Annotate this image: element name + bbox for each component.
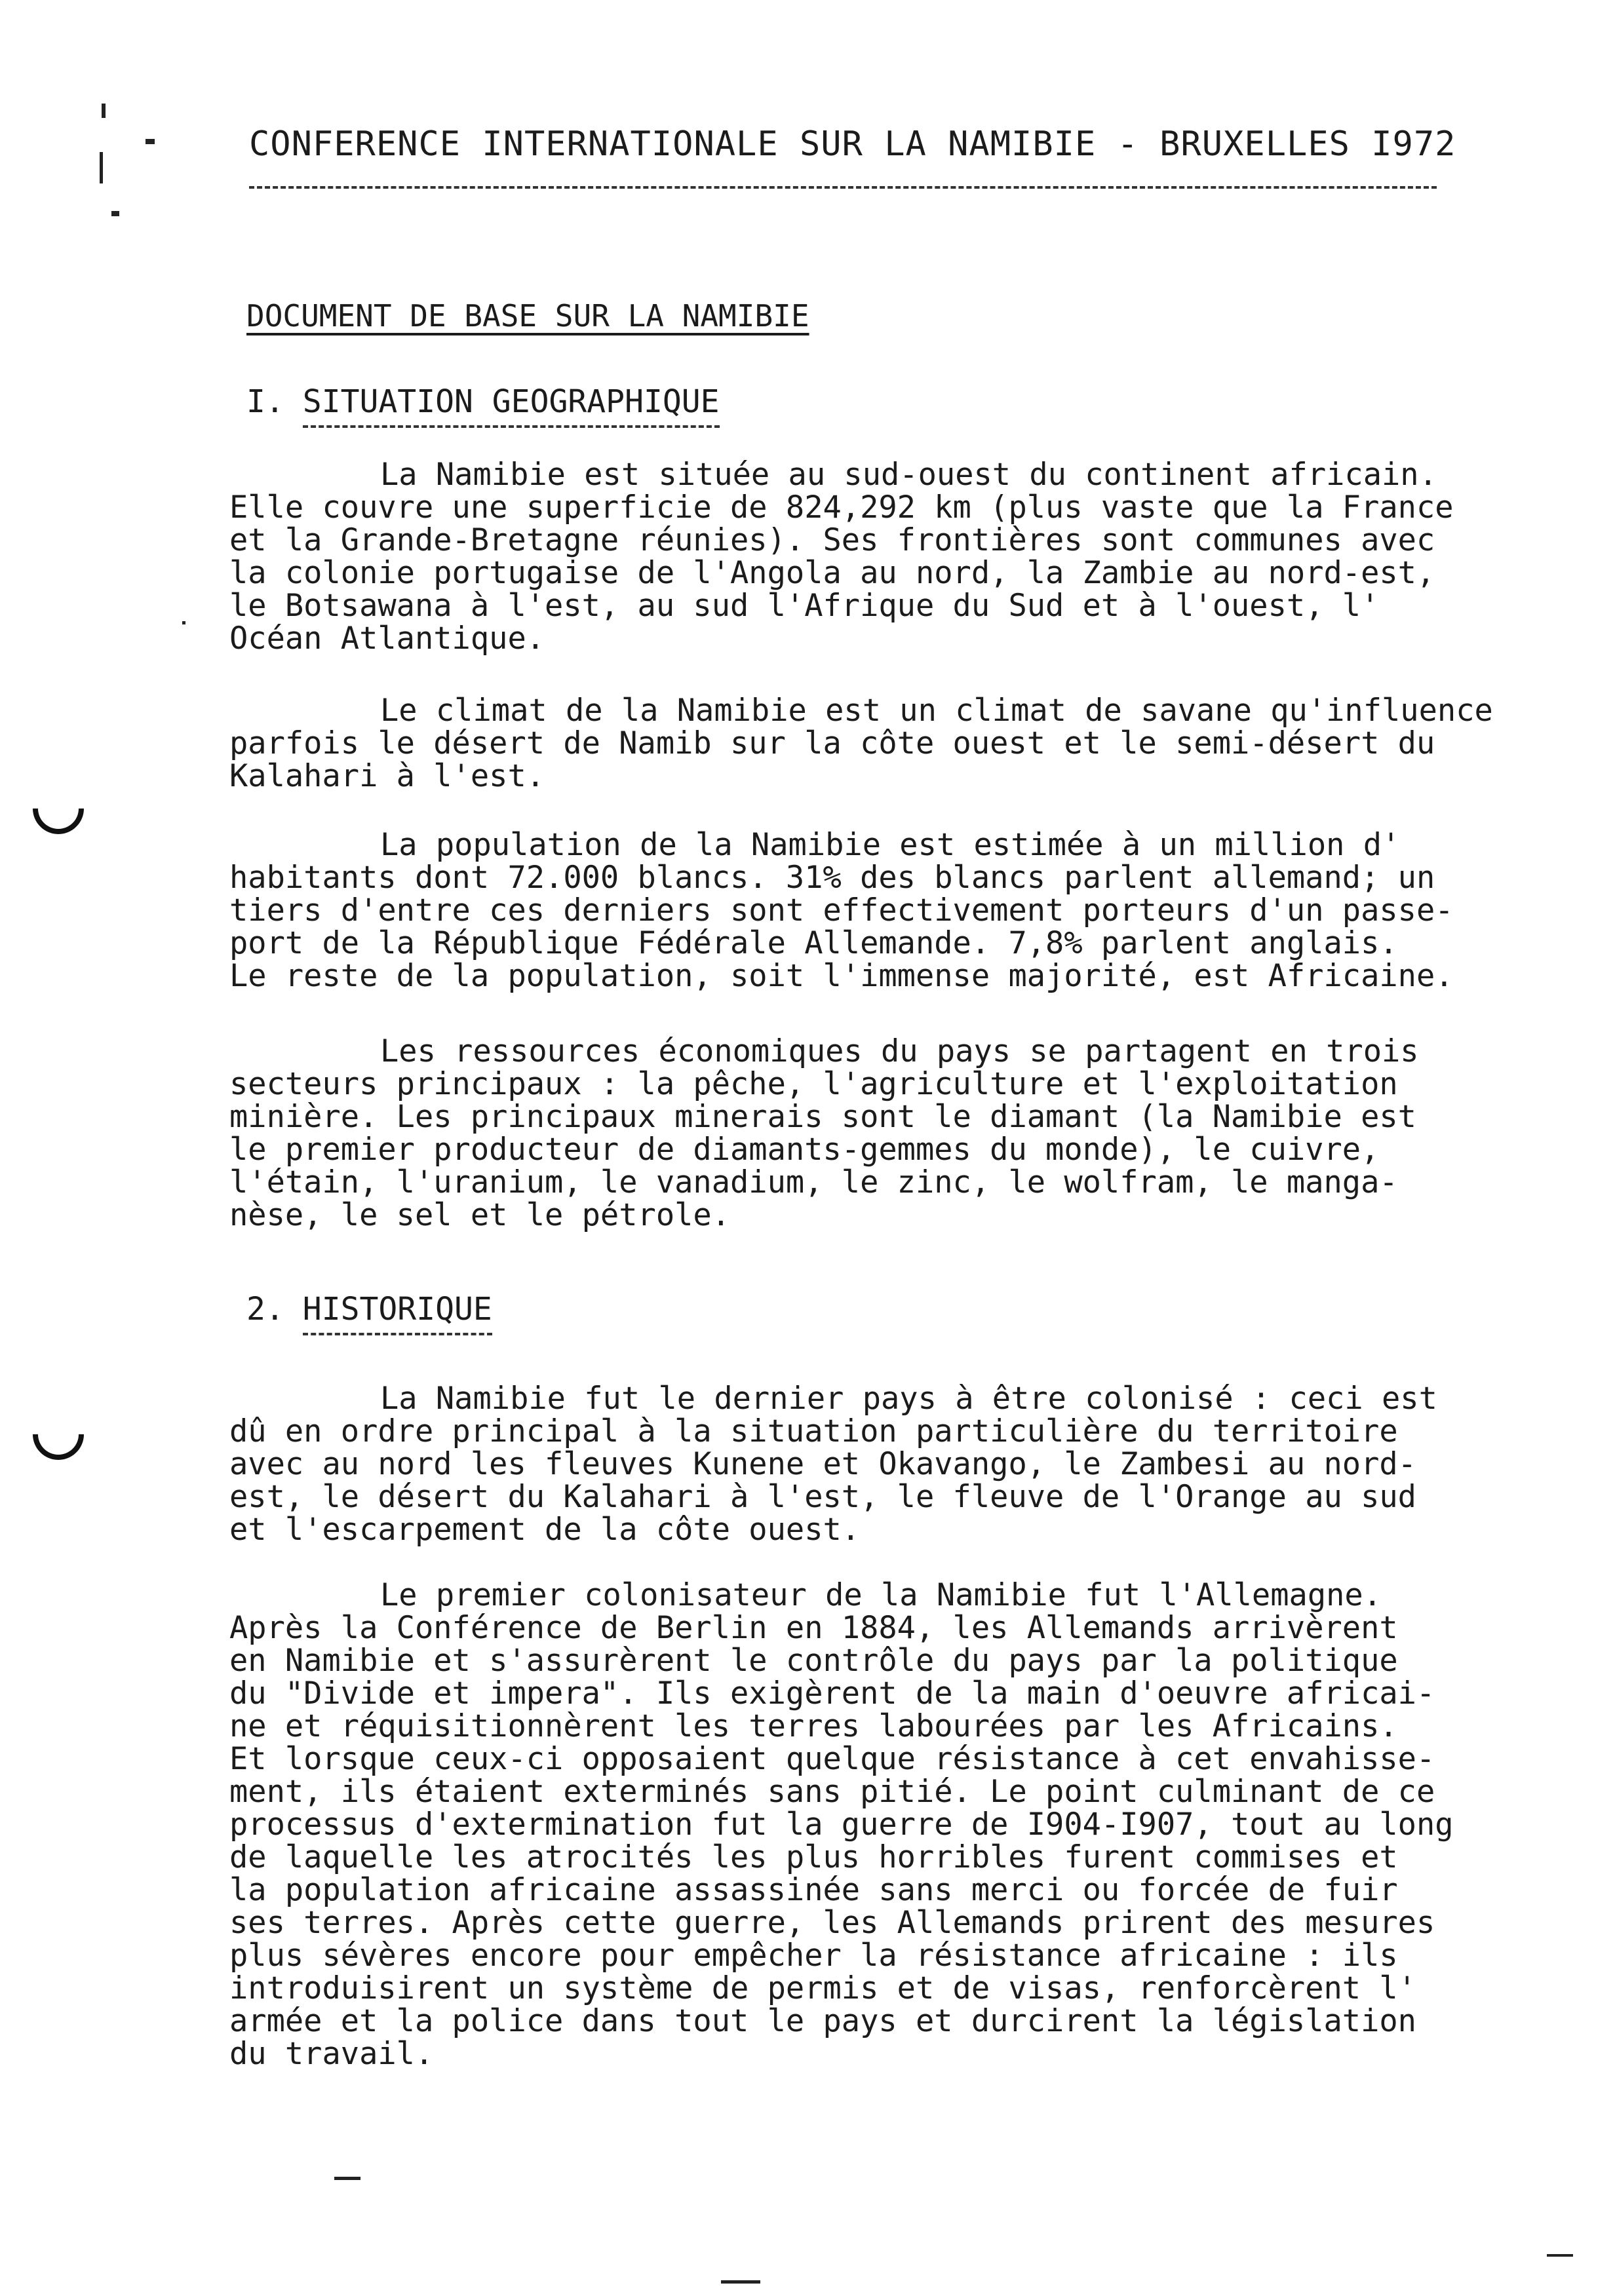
text-line: La Namibie fut le dernier pays à être colonisé : ceci est — [380, 1381, 1437, 1417]
section-number: 2. — [246, 1291, 284, 1328]
text-line: le Botsawana à l'est, au sud l'Afrique du Sud et à l'ouest, l' — [229, 588, 1380, 624]
text-line: en Namibie et s'assurèrent le contrôle du pays par la politique — [229, 1643, 1398, 1679]
punch-hole-mark — [22, 773, 94, 845]
text-line: et la Grande-Bretagne réunies). Ses frontières sont communes avec — [229, 522, 1435, 558]
text-line: secteurs principaux : la pêche, l'agriculture et l'exploitation — [229, 1066, 1398, 1102]
text-line: Le premier colonisateur de la Namibie fut l'Allemagne. — [380, 1577, 1382, 1613]
text-line: dû en ordre principal à la situation particulière du territoire — [229, 1413, 1398, 1449]
scan-speck — [100, 152, 103, 183]
text-line: habitants dont 72.000 blancs. 31% des blancs parlent allemand; un — [229, 860, 1435, 896]
paragraph-climat — [229, 695, 1606, 793]
scan-speck — [721, 2280, 760, 2284]
text-line: Elle couvre une superficie de 824,292 km (plus vaste que la France — [229, 489, 1454, 526]
text-line: minière. Les principaux minerais sont le diamant (la Namibie est — [229, 1099, 1416, 1135]
text-line: de laquelle les atrocités les plus horribles furent commises et — [229, 1839, 1398, 1875]
text-line: Les ressources économiques du pays se partagent en trois — [380, 1033, 1419, 1069]
section-heading-historique — [246, 1291, 492, 1328]
text-line: La Namibie est située au sud-ouest du continent africain. — [380, 457, 1437, 493]
text-line: introduisirent un système de permis et de visas, renforcèrent l' — [229, 1970, 1416, 2006]
section-title: SITUATION GEOGRAPHIQUE — [303, 383, 720, 428]
paragraph-population — [229, 829, 1606, 993]
text-line: du travail. — [229, 2036, 434, 2072]
text-line: l'étain, l'uranium, le vanadium, le zinc, le wolfram, le manga- — [229, 1164, 1398, 1200]
text-line: la population africaine assassinée sans merci ou forcée de fuir — [229, 1872, 1398, 1908]
text-line: Le climat de la Namibie est un climat de savane qu'influence — [380, 693, 1493, 729]
scan-speck — [146, 139, 155, 144]
text-line: plus sévères encore pour empêcher la résistance africaine : ils — [229, 1938, 1398, 1974]
text-line: et l'escarpement de la côte ouest. — [229, 1512, 861, 1548]
header-underline — [249, 186, 1437, 189]
scan-speck — [1547, 2254, 1573, 2257]
paragraph-ressources — [229, 1035, 1606, 1232]
section-heading-geographie — [246, 383, 720, 420]
text-line: Kalahari à l'est. — [229, 758, 545, 794]
text-line: processus d'extermination fut la guerre de I904-I907, tout au long — [229, 1807, 1454, 1843]
text-line: Le reste de la population, soit l'immense majorité, est Africaine. — [229, 958, 1454, 994]
text-line: Océan Atlantique. — [229, 621, 545, 657]
section-title: HISTORIQUE — [303, 1291, 492, 1335]
text-line: Et lorsque ceux-ci opposaient quelque résistance à cet envahisse- — [229, 1741, 1435, 1777]
text-line: ne et réquisitionnèrent les terres labourées par les Africains. — [229, 1708, 1398, 1744]
text-line: parfois le désert de Namib sur la côte ouest et le semi-désert du — [229, 725, 1435, 761]
text-line: avec au nord les fleuves Kunene et Okavango, le Zambesi au nord- — [229, 1446, 1416, 1482]
text-line: tiers d'entre ces derniers sont effectivement porteurs d'un passe- — [229, 892, 1454, 928]
text-line: port de la République Fédérale Allemande. 7,8% parlent anglais. — [229, 925, 1398, 961]
paragraph-situation — [229, 459, 1606, 655]
scan-speck — [334, 2177, 360, 2180]
text-line: du "Divide et impera". Ils exigèrent de la main d'oeuvre africai- — [229, 1675, 1435, 1712]
text-line: Après la Conférence de Berlin en 1884, les Allemands arrivèrent — [229, 1610, 1398, 1646]
text-line: nèse, le sel et le pétrole. — [229, 1197, 731, 1233]
document-title: DOCUMENT DE BASE SUR LA NAMIBIE — [246, 298, 809, 334]
conference-header: CONFERENCE INTERNATIONALE SUR LA NAMIBIE - BRUXELLES I972 — [249, 124, 1456, 164]
text-line: La population de la Namibie est estimée à un million d' — [380, 827, 1401, 863]
paragraph-colonisation — [229, 1383, 1606, 1546]
punch-hole-mark — [22, 1398, 94, 1470]
text-line: est, le désert du Kalahari à l'est, le fleuve de l'Orange au sud — [229, 1479, 1416, 1515]
text-line: le premier producteur de diamants-gemmes du monde), le cuivre, — [229, 1132, 1380, 1168]
scan-speck — [182, 621, 185, 624]
text-line: ses terres. Après cette guerre, les Allemands prirent des mesures — [229, 1905, 1435, 1941]
text-line: ment, ils étaient exterminés sans pitié. Le point culminant de ce — [229, 1774, 1435, 1810]
paragraph-allemagne — [229, 1579, 1606, 2071]
text-line: armée et la police dans tout le pays et durcirent la législation — [229, 2003, 1416, 2039]
scan-speck — [102, 104, 106, 118]
text-line: la colonie portugaise de l'Angola au nord, la Zambie au nord-est, — [229, 555, 1435, 591]
scan-speck — [111, 211, 119, 216]
section-number: I. — [246, 383, 284, 420]
